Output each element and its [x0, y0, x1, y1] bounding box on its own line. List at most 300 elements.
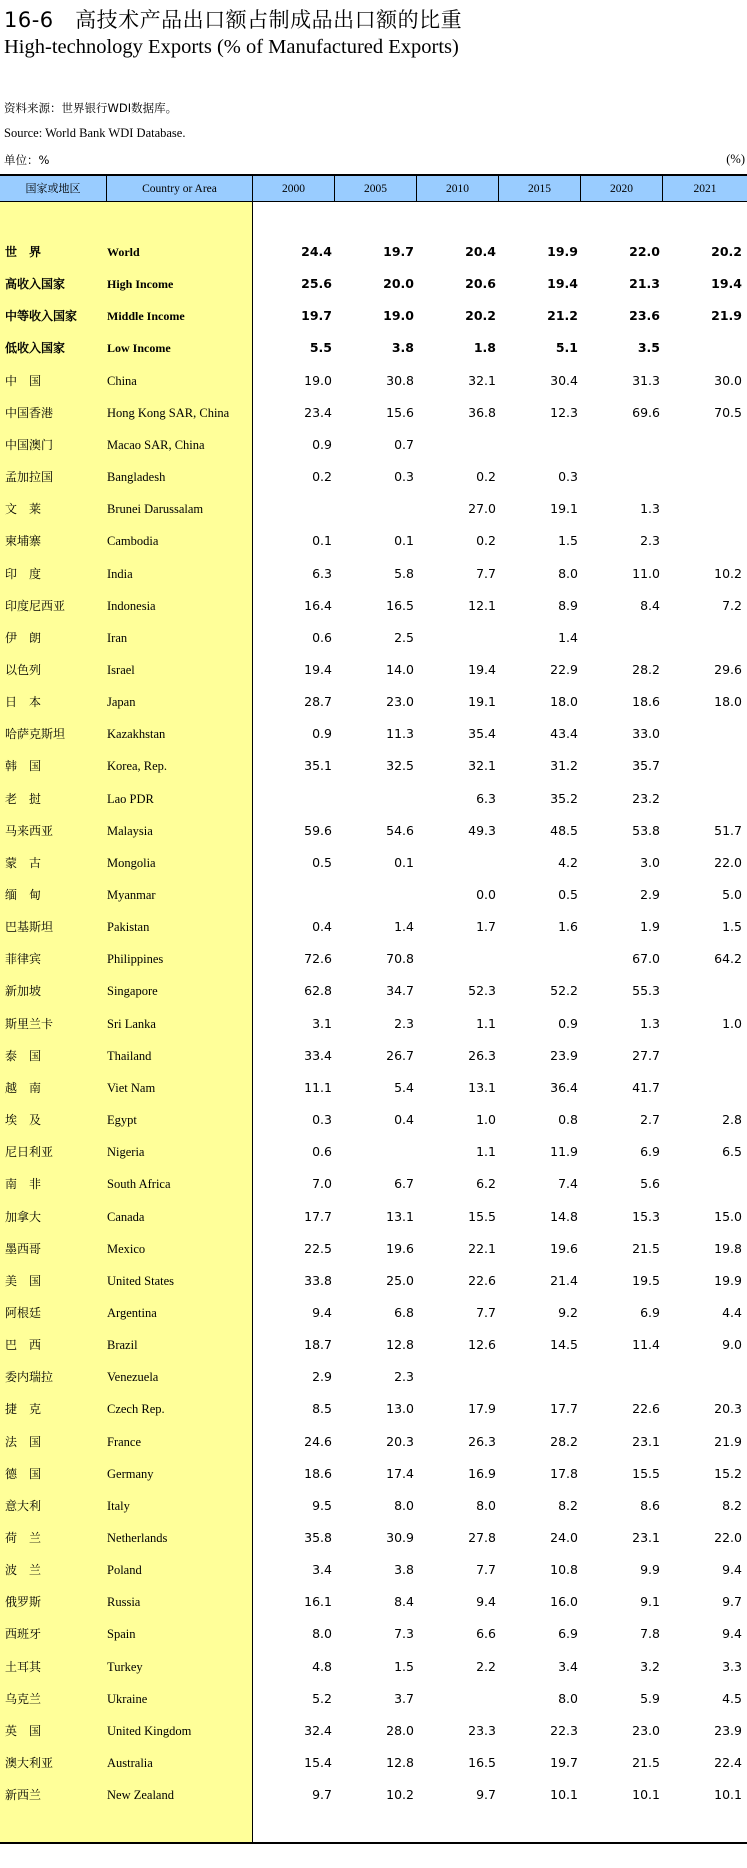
value-cell-2000: 3.4	[312, 1562, 332, 1578]
value-cell-2005: 12.8	[386, 1337, 414, 1353]
value-cell-2010: 6.2	[476, 1176, 496, 1192]
value-cell-2020: 15.5	[632, 1465, 660, 1481]
country-name-cn: 意大利	[5, 1498, 42, 1513]
country-name-en: Canada	[107, 1209, 145, 1224]
country-name-en: Bangladesh	[107, 470, 166, 485]
value-cell-2005: 12.8	[386, 1755, 414, 1771]
value-cell-2021: 64.2	[714, 951, 742, 967]
value-cell-2010: 20.2	[465, 308, 496, 324]
country-name-cn: 世 界	[5, 245, 42, 259]
value-cell-2005: 2.3	[394, 1369, 414, 1385]
value-cell-2020: 9.9	[640, 1562, 660, 1578]
value-cell-2010: 12.6	[468, 1337, 496, 1353]
country-name-en: Sri Lanka	[107, 1016, 156, 1031]
country-name-en: Korea, Rep.	[107, 759, 168, 774]
value-cell-2000: 19.7	[301, 308, 332, 324]
table-row	[0, 815, 747, 847]
value-cell-2020: 21.5	[632, 1240, 660, 1256]
country-name-cn: 菲律宾	[5, 952, 42, 967]
table-row	[0, 429, 747, 461]
value-cell-2005: 70.8	[386, 951, 414, 967]
table-row	[0, 911, 747, 943]
value-cell-2015: 12.3	[550, 404, 578, 420]
value-cell-2015: 17.8	[550, 1465, 578, 1481]
country-name-en: Philippines	[107, 952, 164, 967]
header-year: 2005	[335, 176, 417, 202]
value-cell-2005: 5.8	[394, 565, 414, 581]
value-cell-2015: 1.5	[558, 533, 578, 549]
value-cell-2000: 0.1	[312, 533, 332, 549]
country-name-en: Pakistan	[107, 920, 150, 935]
value-cell-2020: 11.0	[632, 565, 660, 581]
value-cell-2015: 0.3	[558, 469, 578, 485]
value-cell-2005: 25.0	[386, 1272, 414, 1288]
table-row	[0, 1618, 747, 1650]
value-cell-2021: 20.3	[714, 1401, 742, 1417]
value-cell-2020: 31.3	[632, 372, 660, 388]
value-cell-2020: 2.3	[640, 533, 660, 549]
value-cell-2010: 9.4	[476, 1594, 496, 1610]
country-name-en: Russia	[107, 1595, 141, 1610]
value-cell-2000: 15.4	[304, 1755, 332, 1771]
value-cell-2005: 0.7	[394, 436, 414, 452]
country-name-en: Middle Income	[107, 309, 185, 324]
value-cell-2021: 9.4	[722, 1626, 742, 1642]
value-cell-2010: 22.1	[468, 1240, 496, 1256]
value-cell-2020: 8.4	[640, 597, 660, 613]
value-cell-2000: 2.9	[312, 1369, 332, 1385]
value-cell-2005: 26.7	[386, 1047, 414, 1063]
value-cell-2000: 0.9	[312, 436, 332, 452]
table-row	[0, 1426, 747, 1458]
table-row	[0, 1586, 747, 1618]
value-cell-2005: 3.7	[394, 1690, 414, 1706]
country-name-cn: 土耳其	[5, 1659, 42, 1674]
country-name-en: Malaysia	[107, 823, 153, 838]
value-cell-2021: 21.9	[714, 1433, 742, 1449]
value-cell-2005: 54.6	[386, 822, 414, 838]
table-row	[0, 1201, 747, 1233]
value-cell-2015: 48.5	[550, 822, 578, 838]
value-cell-2000: 0.6	[312, 629, 332, 645]
value-cell-2005: 8.0	[394, 1497, 414, 1513]
value-cell-2020: 6.9	[640, 1144, 660, 1160]
value-cell-2010: 2.2	[476, 1658, 496, 1674]
value-cell-2021: 9.4	[722, 1562, 742, 1578]
country-name-cn: 德 国	[5, 1466, 42, 1481]
value-cell-2015: 18.0	[550, 694, 578, 710]
value-cell-2005: 13.0	[386, 1401, 414, 1417]
value-cell-2005: 19.6	[386, 1240, 414, 1256]
value-cell-2005: 32.5	[386, 758, 414, 774]
value-cell-2005: 0.1	[394, 533, 414, 549]
country-name-en: High Income	[107, 277, 174, 292]
unit-label-cn: 单位：%	[4, 153, 50, 167]
value-cell-2010: 0.2	[476, 469, 496, 485]
value-cell-2015: 1.6	[558, 919, 578, 935]
country-name-cn: 伊 朗	[5, 630, 42, 645]
table-row	[0, 236, 747, 268]
value-cell-2010: 12.1	[468, 597, 496, 613]
country-name-en: Brunei Darussalam	[107, 502, 204, 517]
value-cell-2015: 24.0	[550, 1530, 578, 1545]
country-name-cn: 柬埔寨	[5, 534, 42, 549]
value-cell-2020: 22.0	[629, 244, 660, 259]
value-cell-2000: 24.6	[304, 1433, 332, 1449]
value-cell-2020: 23.1	[632, 1433, 660, 1449]
value-cell-2000: 9.5	[312, 1497, 332, 1513]
value-cell-2021: 51.7	[714, 822, 742, 838]
table-row	[0, 1715, 747, 1747]
value-cell-2020: 1.3	[640, 501, 660, 517]
value-cell-2005: 23.0	[386, 694, 414, 710]
country-name-en: Thailand	[107, 1048, 152, 1063]
country-name-cn: 委内瑞拉	[5, 1370, 54, 1385]
value-cell-2005: 0.4	[394, 1112, 414, 1128]
table-row	[0, 1008, 747, 1040]
value-cell-2020: 21.5	[632, 1755, 660, 1771]
value-cell-2020: 18.6	[632, 694, 660, 710]
country-name-cn: 美 国	[5, 1273, 42, 1288]
value-cell-2005: 19.0	[383, 308, 414, 324]
table-row	[0, 1329, 747, 1361]
value-cell-2000: 8.5	[312, 1401, 332, 1417]
value-cell-2021: 19.4	[711, 276, 742, 292]
table-row	[0, 1393, 747, 1425]
country-name-cn: 加拿大	[5, 1209, 42, 1224]
value-cell-2015: 23.9	[550, 1047, 578, 1063]
country-name-en: Cambodia	[107, 534, 159, 549]
value-cell-2000: 9.4	[312, 1304, 332, 1320]
value-cell-2020: 21.3	[629, 276, 660, 292]
country-name-en: Nigeria	[107, 1145, 145, 1160]
value-cell-2015: 3.4	[558, 1658, 578, 1674]
value-cell-2015: 1.4	[558, 629, 578, 645]
country-name-en: Viet Nam	[107, 1080, 156, 1095]
value-cell-2021: 4.5	[722, 1690, 742, 1706]
value-cell-2015: 43.4	[550, 726, 578, 742]
value-cell-2000: 6.3	[312, 565, 332, 581]
country-name-cn: 印 度	[5, 566, 42, 581]
value-cell-2000: 0.9	[312, 726, 332, 742]
value-cell-2015: 14.5	[550, 1337, 578, 1353]
value-cell-2021: 22.0	[714, 1530, 742, 1545]
value-cell-2015: 14.8	[550, 1208, 578, 1224]
value-cell-2020: 23.2	[632, 790, 660, 806]
value-cell-2020: 7.8	[640, 1626, 660, 1642]
value-cell-2005: 34.7	[386, 983, 414, 999]
country-name-cn: 以色列	[5, 662, 42, 677]
country-name-en: Poland	[107, 1563, 142, 1578]
table-row	[0, 332, 747, 364]
value-cell-2010: 22.6	[468, 1272, 496, 1288]
value-cell-2000: 0.6	[312, 1144, 332, 1160]
table-row	[0, 1490, 747, 1522]
value-cell-2000: 18.7	[304, 1337, 332, 1353]
country-name-en: France	[107, 1434, 142, 1449]
header-country-cn: 国家或地区	[0, 176, 107, 202]
value-cell-2021: 19.9	[714, 1272, 742, 1288]
value-cell-2021: 1.5	[722, 919, 742, 935]
value-cell-2005: 3.8	[394, 1562, 414, 1578]
value-cell-2020: 41.7	[632, 1079, 660, 1095]
value-cell-2000: 22.5	[304, 1240, 332, 1256]
country-name-cn: 老 挝	[5, 791, 42, 806]
value-cell-2005: 14.0	[386, 661, 414, 677]
value-cell-2000: 16.4	[304, 597, 332, 613]
country-name-cn: 波 兰	[5, 1563, 42, 1578]
value-cell-2015: 8.0	[558, 565, 578, 581]
country-name-en: Myanmar	[107, 888, 156, 902]
value-cell-2021: 9.7	[722, 1594, 742, 1610]
value-cell-2000: 17.7	[304, 1208, 332, 1224]
country-name-cn: 乌克兰	[5, 1691, 42, 1706]
value-cell-2015: 16.0	[550, 1594, 578, 1610]
value-cell-2000: 16.1	[304, 1594, 332, 1610]
value-cell-2005: 0.3	[394, 469, 414, 485]
value-cell-2010: 1.7	[476, 919, 496, 935]
value-cell-2015: 11.9	[550, 1144, 578, 1160]
table-row	[0, 1747, 747, 1779]
value-cell-2010: 7.7	[476, 1304, 496, 1320]
value-cell-2005: 5.4	[394, 1079, 414, 1095]
value-cell-2015: 10.8	[550, 1562, 578, 1578]
value-cell-2021: 5.0	[722, 887, 742, 902]
country-name-cn: 西班牙	[5, 1627, 42, 1642]
value-cell-2000: 18.6	[304, 1465, 332, 1481]
value-cell-2010: 7.7	[476, 565, 496, 581]
value-cell-2021: 70.5	[714, 404, 742, 420]
country-name-en: Iran	[107, 630, 128, 645]
value-cell-2020: 23.1	[632, 1530, 660, 1545]
value-cell-2021: 9.0	[722, 1337, 742, 1353]
table-row	[0, 879, 747, 911]
value-cell-2000: 33.4	[304, 1047, 332, 1063]
value-cell-2010: 1.0	[476, 1112, 496, 1128]
value-cell-2020: 15.3	[632, 1208, 660, 1224]
value-cell-2000: 5.2	[312, 1690, 332, 1706]
country-name-cn: 新西兰	[5, 1788, 42, 1803]
table-row	[0, 1522, 747, 1554]
value-cell-2000: 9.7	[312, 1787, 332, 1803]
value-cell-2010: 0.2	[476, 533, 496, 549]
value-cell-2015: 31.2	[550, 758, 578, 774]
table-row	[0, 622, 747, 654]
table-row	[0, 1554, 747, 1586]
value-cell-2010: 20.6	[465, 276, 496, 292]
value-cell-2000: 33.8	[304, 1272, 332, 1288]
country-name-cn: 马来西亚	[5, 823, 54, 838]
country-name-en: Indonesia	[107, 598, 156, 613]
value-cell-2015: 22.3	[550, 1722, 578, 1738]
value-cell-2005: 2.5	[394, 629, 414, 645]
value-cell-2015: 30.4	[550, 372, 578, 388]
value-cell-2020: 27.7	[632, 1047, 660, 1063]
value-cell-2000: 8.0	[312, 1626, 332, 1642]
table-row	[0, 750, 747, 782]
country-name-en: South Africa	[107, 1177, 171, 1192]
value-cell-2015: 17.7	[550, 1401, 578, 1417]
value-cell-2020: 5.6	[640, 1176, 660, 1192]
value-cell-2005: 1.4	[394, 919, 414, 935]
value-cell-2000: 19.4	[304, 661, 332, 677]
value-cell-2005: 20.3	[386, 1433, 414, 1449]
country-name-cn: 哈萨克斯坦	[5, 727, 66, 742]
table-row	[0, 1458, 747, 1490]
country-name-cn: 俄罗斯	[5, 1595, 42, 1610]
value-cell-2005: 2.3	[394, 1015, 414, 1031]
value-cell-2000: 0.3	[312, 1112, 332, 1128]
country-name-cn: 新加坡	[5, 984, 42, 999]
value-cell-2020: 69.6	[632, 404, 660, 420]
table-row	[0, 1104, 747, 1136]
value-cell-2015: 52.2	[550, 983, 578, 999]
country-name-en: Lao PDR	[107, 791, 154, 806]
value-cell-2000: 35.1	[304, 758, 332, 774]
value-cell-2020: 2.7	[640, 1112, 660, 1128]
value-cell-2015: 19.9	[547, 244, 578, 259]
value-cell-2010: 8.0	[476, 1497, 496, 1513]
value-cell-2015: 19.6	[550, 1240, 578, 1256]
value-cell-2020: 28.2	[632, 661, 660, 677]
page-title-en: High-technology Exports (% of Manufactured Exports)	[4, 36, 459, 58]
table-row	[0, 718, 747, 750]
value-cell-2005: 20.0	[383, 276, 414, 292]
value-cell-2000: 4.8	[312, 1658, 332, 1674]
value-cell-2020: 6.9	[640, 1304, 660, 1320]
value-cell-2020: 3.2	[640, 1658, 660, 1674]
value-cell-2015: 19.7	[550, 1755, 578, 1771]
value-cell-2000: 32.4	[304, 1722, 332, 1738]
value-cell-2020: 9.1	[640, 1594, 660, 1610]
country-name-en: World	[107, 245, 140, 259]
page-title-cn: 16-6 高技术产品出口额占制成品出口额的比重	[4, 8, 463, 32]
value-cell-2015: 8.9	[558, 597, 578, 613]
country-name-cn: 印度尼西亚	[5, 598, 66, 613]
table-bottom-rule	[0, 1842, 747, 1844]
table-row	[0, 654, 747, 686]
value-cell-2005: 16.5	[386, 597, 414, 613]
country-name-cn: 捷 克	[5, 1402, 42, 1417]
value-cell-2021: 6.5	[722, 1144, 742, 1160]
value-cell-2005: 11.3	[386, 726, 414, 742]
table-row	[0, 1168, 747, 1200]
value-cell-2010: 20.4	[465, 244, 496, 259]
value-cell-2010: 19.1	[468, 694, 496, 710]
value-cell-2015: 0.9	[558, 1015, 578, 1031]
value-cell-2005: 7.3	[394, 1626, 414, 1642]
country-name-cn: 英 国	[5, 1723, 42, 1738]
value-cell-2010: 15.5	[468, 1208, 496, 1224]
table-row	[0, 1361, 747, 1393]
table-row	[0, 525, 747, 557]
value-cell-2015: 10.1	[550, 1787, 578, 1803]
country-name-en: Mongolia	[107, 855, 156, 870]
table-row	[0, 397, 747, 429]
value-cell-2005: 13.1	[386, 1208, 414, 1224]
value-cell-2010: 23.3	[468, 1722, 496, 1738]
header-year: 2020	[581, 176, 663, 202]
country-name-en: New Zealand	[107, 1788, 174, 1803]
value-cell-2010: 19.4	[468, 661, 496, 677]
value-cell-2015: 8.2	[558, 1497, 578, 1513]
value-cell-2000: 72.6	[304, 951, 332, 967]
country-name-cn: 澳大利亚	[5, 1756, 54, 1771]
table-row	[0, 847, 747, 879]
country-name-cn: 中 国	[5, 373, 42, 388]
table-row	[0, 943, 747, 975]
value-cell-2015: 21.2	[547, 308, 578, 324]
country-name-en: Israel	[107, 662, 135, 677]
value-cell-2010: 16.9	[468, 1465, 496, 1481]
value-cell-2005: 17.4	[386, 1465, 414, 1481]
value-cell-2000: 5.5	[309, 340, 332, 356]
header-year: 2010	[417, 176, 499, 202]
country-name-en: Macao SAR, China	[107, 437, 205, 452]
value-cell-2020: 53.8	[632, 822, 660, 838]
value-cell-2021: 15.2	[714, 1465, 742, 1481]
country-name-cn: 埃 及	[5, 1113, 42, 1128]
country-name-cn: 阿根廷	[5, 1305, 42, 1320]
value-cell-2005: 15.6	[386, 404, 414, 420]
value-cell-2005: 1.5	[394, 1658, 414, 1674]
table-row	[0, 1040, 747, 1072]
value-cell-2020: 19.5	[632, 1272, 660, 1288]
value-cell-2015: 21.4	[550, 1272, 578, 1288]
value-cell-2010: 1.1	[476, 1015, 496, 1031]
value-cell-2010: 36.8	[468, 404, 496, 420]
table-row	[0, 300, 747, 332]
value-cell-2000: 19.0	[304, 372, 332, 388]
country-name-en: China	[107, 373, 137, 388]
value-cell-2021: 15.0	[714, 1208, 742, 1224]
country-name-cn: 文 莱	[5, 502, 42, 517]
value-cell-2000: 7.0	[312, 1176, 332, 1192]
value-cell-2020: 35.7	[632, 758, 660, 774]
value-cell-2010: 1.8	[473, 340, 496, 356]
country-name-cn: 中国香港	[5, 405, 54, 420]
country-name-en: Low Income	[107, 341, 171, 356]
value-cell-2015: 5.1	[555, 340, 578, 356]
value-cell-2021: 8.2	[722, 1497, 742, 1513]
value-cell-2021: 7.2	[722, 597, 742, 613]
country-name-cn: 蒙 古	[5, 855, 42, 870]
table-header	[0, 174, 747, 202]
country-name-en: Egypt	[107, 1113, 137, 1128]
country-name-cn: 尼日利亚	[5, 1145, 54, 1160]
country-name-cn: 中等收入国家	[5, 309, 78, 324]
value-cell-2020: 23.6	[629, 308, 660, 324]
value-cell-2010: 26.3	[468, 1433, 496, 1449]
value-cell-2010: 49.3	[468, 822, 496, 838]
value-cell-2010: 32.1	[468, 758, 496, 774]
value-cell-2010: 17.9	[468, 1401, 496, 1417]
table-row	[0, 686, 747, 718]
value-cell-2021: 2.8	[722, 1112, 742, 1128]
country-name-cn: 韩 国	[5, 759, 42, 774]
value-cell-2010: 16.5	[468, 1755, 496, 1771]
value-cell-2015: 19.1	[550, 501, 578, 517]
table-row	[0, 1683, 747, 1715]
country-name-en: Hong Kong SAR, China	[107, 405, 230, 420]
country-name-en: Mexico	[107, 1241, 146, 1256]
value-cell-2015: 28.2	[550, 1433, 578, 1449]
value-cell-2015: 6.9	[558, 1626, 578, 1642]
value-cell-2021: 4.4	[722, 1304, 742, 1320]
value-cell-2010: 7.7	[476, 1562, 496, 1578]
value-cell-2000: 25.6	[301, 276, 332, 292]
country-name-en: United Kingdom	[107, 1723, 192, 1738]
